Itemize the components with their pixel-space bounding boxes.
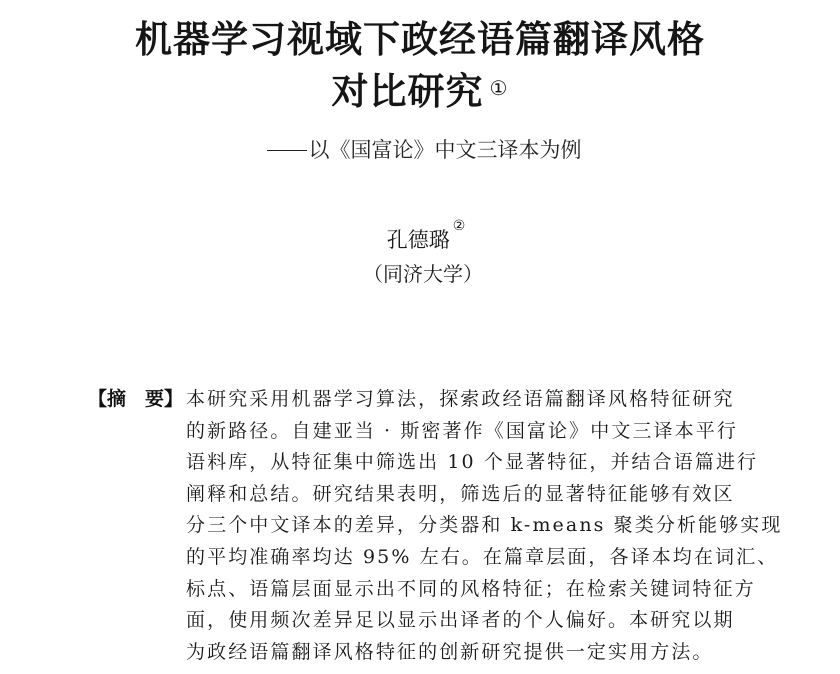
abstract-line: 的新路径。自建亚当 · 斯密著作《国富论》中文三译本平行 bbox=[186, 419, 738, 442]
abstract-line: 的平均准确率均达 95% 左右。在篇章层面，各译本均在词汇、 bbox=[186, 545, 779, 568]
paper-title-line-2 bbox=[0, 72, 840, 112]
author-affiliation: （同济大学） bbox=[363, 262, 483, 286]
subtitle-dash bbox=[267, 150, 307, 151]
title-footnote-mark[interactable]: ① bbox=[489, 76, 509, 100]
abstract-line: 阐释和总结。研究结果表明，筛选后的显著特征能够有效区 bbox=[186, 482, 735, 505]
abstract-line: 本研究采用机器学习算法，探索政经语篇翻译风格特征研究 bbox=[186, 388, 735, 410]
paper-title-text-2: 对比研究 bbox=[331, 70, 484, 113]
author-name: 孔德璐 bbox=[386, 228, 450, 252]
paper-title-text-1: 机器学习视域下政经语篇翻译风格 bbox=[135, 18, 705, 61]
paper-subtitle bbox=[0, 134, 840, 164]
abstract-body bbox=[186, 384, 783, 668]
abstract-line: 语料库，从特征集中筛选出 10 个显著特征，并结合语篇进行 bbox=[186, 451, 759, 474]
abstract-line: 标点、语篇层面显示出不同的风格特征；在检索关键词特征方 bbox=[186, 577, 756, 600]
author bbox=[0, 218, 840, 254]
paper-subtitle-text: 以《国富论》中文三译本为例 bbox=[308, 138, 582, 162]
abstract-label: 【摘 要】 bbox=[88, 388, 184, 410]
abstract-line: 面，使用频次差异足以显示出译者的个人偏好。本研究以期 bbox=[186, 609, 735, 632]
author-footnote-mark[interactable]: ② bbox=[452, 218, 466, 234]
paper-title-line-1 bbox=[0, 20, 840, 60]
abstract-line: 为政经语篇翻译风格特征的创新研究提供一定实用方法。 bbox=[186, 640, 714, 663]
abstract-line: 分三个中文译本的差异，分类器和 k-means 聚类分析能够实现 bbox=[186, 514, 783, 537]
